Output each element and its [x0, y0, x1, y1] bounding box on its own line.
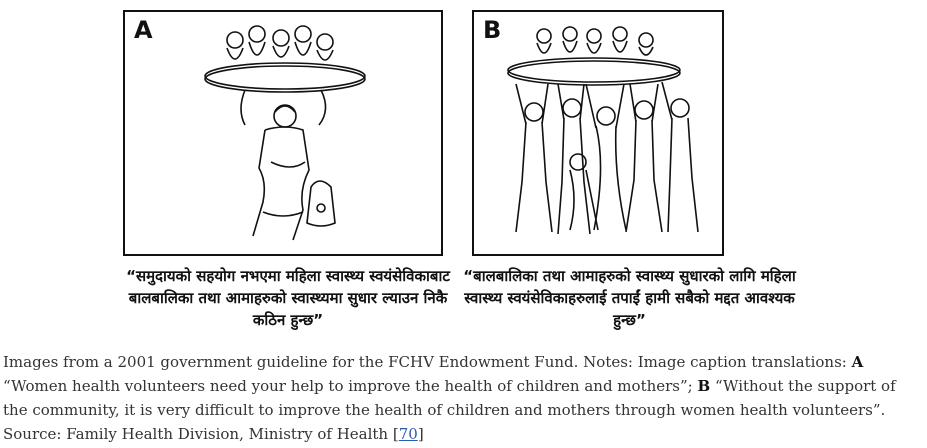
caption-close: ] — [417, 425, 424, 443]
caption-label-a: A — [851, 353, 864, 371]
caption-text-b: “Without the support of the community, it is very difficult to improve the health of children and mothers through women health volunteers”. Source: Family Health Division, Ministry of Health [ — [3, 377, 896, 443]
illustration-panel-b — [472, 10, 724, 256]
caption-intro: Images from a 2001 government guideline for the FCHV Endowment Fund. Notes: Image caption translations: — [3, 353, 852, 371]
panel-b-nepali-caption: “बालबालिका तथा आमाहरुको स्वास्थ्य सुधारको लागि महिला स्वास्थ्य स्वयंसेविकाहरुलाई तपाईं हामी सबैको मद्दत आवश्यक हुन्छ” — [463, 267, 796, 329]
woman-carrying-children-drawing — [125, 12, 441, 254]
figure-caption — [3, 350, 921, 446]
reference-link[interactable]: 70 — [398, 425, 418, 443]
caption-label-b: B — [697, 377, 711, 395]
illustration-panel-a — [123, 10, 443, 256]
caption-text-a: “Women health volunteers need your help to improve the health of children and mothers”; — [3, 377, 698, 395]
panel-b-label: B — [483, 16, 502, 44]
panel-a-nepali-caption: “समुदायको सहयोग नभएमा महिला स्वास्थ्य स्वयंसेविकाबाट बालबालिका तथा आमाहरुको स्वास्थ्यमा सुधार ल्याउन निकै कठिन हुन्छ” — [126, 267, 450, 329]
panel-a-label: A — [134, 16, 153, 44]
community-carrying-children-drawing — [474, 12, 722, 254]
